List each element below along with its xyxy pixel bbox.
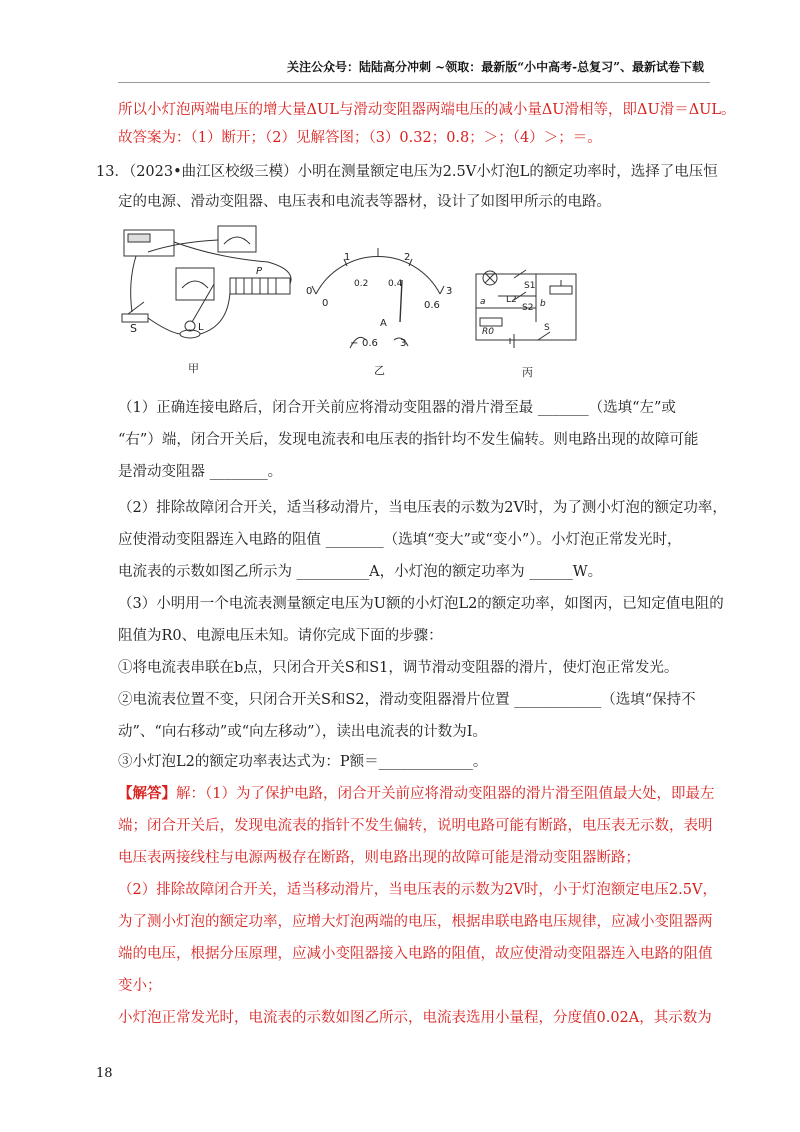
step-2-line-1: ②电流表位置不变，只闭合开关S和S2，滑动变阻器滑片位置 ____________（选填“保持不 (118, 692, 696, 708)
question-part-3-line-1: （3）小明用一个电流表测量额定电压为U额的小灯泡L2的额定功率，如图丙，已知定值电阻的 (118, 596, 724, 612)
scale-top-1: 1 (344, 252, 351, 263)
rheostat-symbol (550, 286, 572, 294)
figure-bing (476, 270, 576, 379)
meter-unit: A (380, 318, 387, 329)
question-part-2-line-1: （2）排除故障闭合开关，适当移动滑片，当电压表的示数为2V时，为了测小灯泡的额定功率， (118, 500, 727, 516)
answer-line-2: 端；闭合开关后，发现电流表的指针不发生偏转，说明电路可能有断路，电压表无示数，表明 (118, 818, 713, 834)
answer-line-4: （2）排除故障闭合开关，适当移动滑片，当电压表的示数为2V时，小于灯泡额定电压2.5V， (118, 882, 717, 898)
meter-arc (316, 256, 440, 294)
answer-line-1 (118, 784, 714, 804)
question-13-title: 13．（2023•曲江区校级三模）小明在测量额定电压为2.5V小灯泡L的额定功率时，选择了电压恒 (96, 164, 718, 180)
resistor-R0-icon (480, 318, 502, 326)
caption-bing: 丙 (522, 366, 533, 379)
scale-bottom-1: 0.2 (354, 279, 369, 289)
terminal-3: 3 (400, 338, 407, 349)
voltmeter-box-icon (176, 268, 214, 300)
text-line-4: 定的电源、滑动变阻器、电压表和电流表等器材，设计了如图甲所示的电路。 (118, 194, 611, 210)
header-text: 关注公众号：陆陆高分冲刺 ~领取：最新版“小中高考-总复习”、最新试卷下载 (286, 60, 704, 74)
figure-jia (122, 226, 291, 375)
label-S1: S1 (524, 281, 536, 291)
answer-line-7: 变小； (118, 978, 162, 994)
terminal-minus: − (350, 338, 359, 349)
answer-line-1-text: 解：（1）为了保护电路，闭合开关前应将滑动变阻器的滑片滑至阻值最大处，即最左 (176, 786, 715, 802)
caption-jia: 甲 (188, 362, 199, 375)
question-part-1-line-1: （1）正确连接电路后，闭合开关前应将滑动变阻器的滑片滑至最 _______（选填“左”或 (118, 400, 676, 416)
answer-line-8: 小灯泡正常发光时，电流表的示数如图乙所示，电流表选用小量程，分度值0.02A，其示数为 (118, 1010, 712, 1026)
label-b: b (540, 299, 546, 309)
label-S-main: S (544, 323, 550, 333)
figure-yi (306, 248, 452, 377)
question-part-1-line-2: “右”）端，闭合开关后，发现电流表和电压表的指针均不发生偏转。则电路出现的故障可能 (118, 432, 699, 448)
scale-bottom-2: 0.4 (388, 279, 403, 289)
ammeter-box-icon (218, 226, 256, 252)
page-header (0, 58, 800, 78)
question-part-2-line-2: 应使滑动变阻器连入电路的阻值 ________（选填“变大”或“变小”）。小灯泡正常发光时， (118, 532, 682, 548)
label-L: L (198, 322, 204, 333)
scale-top-2: 2 (404, 252, 411, 263)
page-number: 18 (96, 1066, 113, 1081)
caption-yi: 乙 (374, 364, 385, 377)
label-a: a (480, 297, 486, 307)
scale-top-0: 0 (306, 286, 313, 297)
scale-top-3: 3 (446, 286, 453, 297)
label-S2: S2 (522, 303, 534, 313)
text-line-1: 所以小灯泡两端电压的增大量ΔUL与滑动变阻器两端电压的减小量ΔU滑相等，即ΔU滑＝ΔUL。 (118, 102, 736, 118)
figures-svg (118, 222, 598, 382)
scale-bottom-3: 0.6 (424, 300, 440, 311)
step-3: ③小灯泡L2的额定功率表达式为：P额＝_____________。 (118, 754, 488, 770)
label-S: S (130, 322, 137, 335)
answer-line-5: 为了测小灯泡的额定功率，应增大灯泡两端的电压，根据串联电路电压规律，应减小变阻器两 (118, 914, 713, 930)
label-P: P (256, 266, 263, 277)
text-line-2: 故答案为：（1）断开；（2）见解答图；（3）0.32；0.8；＞；（4）＞；＝。 (118, 130, 602, 146)
scale-bottom-0: 0 (322, 298, 329, 309)
question-part-1-line-3: 是滑动变阻器 ________。 (118, 464, 283, 480)
step-1: ①将电流表串联在b点，只闭合开关S和S1，调节滑动变阻器的滑片，使灯泡正常发光。 (118, 660, 679, 676)
answer-line-3: 电压表两接线柱与电源两极存在断路，则电路出现的故障可能是滑动变阻器断路； (118, 850, 640, 866)
label-R0: R0 (482, 327, 494, 337)
header-divider (118, 82, 710, 83)
answer-tag: 【解答】 (118, 785, 176, 802)
answer-line-6: 端的电压，根据分压原理，应减小变阻器接入电路的阻值，故应使滑动变阻器连入电路的阻值 (118, 946, 713, 962)
question-part-3-line-2: 阻值为R0、电源电压未知。请你完成下面的步骤： (118, 628, 443, 644)
label-L2: L2 (506, 295, 517, 305)
circuit-figures (118, 222, 598, 382)
switch-icon (122, 314, 148, 322)
terminal-06: 0.6 (362, 338, 378, 349)
question-part-2-line-3: 电流表的示数如图乙所示为 __________A，小灯泡的额定功率为 ______W。 (118, 564, 603, 580)
step-2-line-2: 动”、“向右移动”或“向左移动”），读出电流表的计数为I。 (118, 724, 488, 740)
